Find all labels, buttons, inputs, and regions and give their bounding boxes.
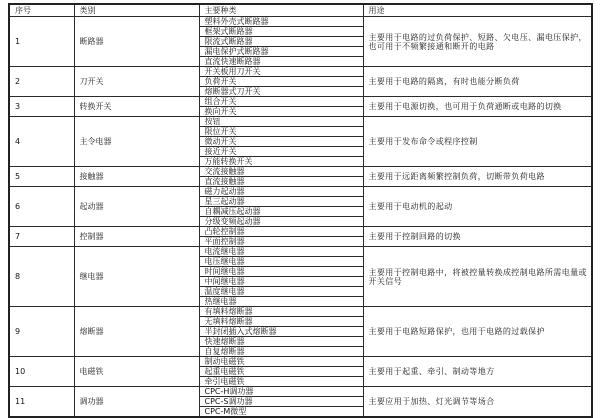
table-row — [9, 117, 592, 127]
row-number-cell: 9 — [9, 307, 74, 357]
category-cell: 控制器 — [74, 227, 199, 247]
type-cell: 限流式断路器 — [199, 37, 363, 47]
category-cell: 电磁铁 — [74, 357, 199, 387]
type-cell: CPC-M微型 — [199, 407, 363, 418]
type-cell: CPC-S调功器 — [199, 397, 363, 407]
category-cell: 继电器 — [74, 247, 199, 307]
column-header: 主要种类 — [199, 4, 363, 17]
type-cell: 微动开关 — [199, 137, 363, 147]
type-cell: 按钮 — [199, 117, 363, 127]
type-cell: 换向开关 — [199, 107, 363, 117]
use-cell: 主要用于控制回路的切换 — [363, 227, 592, 247]
use-cell: 主要用于发布命令或程序控制 — [363, 117, 592, 167]
column-header: 类别 — [74, 4, 199, 17]
type-cell: 自耦减压起动器 — [199, 207, 363, 217]
row-number-cell: 8 — [9, 247, 74, 307]
row-number-cell: 10 — [9, 357, 74, 387]
type-cell: CPC-H调功器 — [199, 387, 363, 397]
category-cell: 调功器 — [74, 387, 199, 418]
use-cell: 主要用于电源切换，也可用于负荷通断或电路的切换 — [363, 97, 592, 117]
table-row — [9, 97, 592, 107]
type-cell: 制动电磁铁 — [199, 357, 363, 367]
type-cell: 组合开关 — [199, 97, 363, 107]
table-row — [9, 17, 592, 27]
table-row — [9, 227, 592, 237]
table-row — [9, 357, 592, 367]
table-body — [9, 17, 592, 418]
type-cell: 无填料熔断器 — [199, 317, 363, 327]
table-row — [9, 187, 592, 197]
type-cell: 直流接触器 — [199, 177, 363, 187]
table-header — [9, 4, 592, 17]
type-cell: 凸轮控制器 — [199, 227, 363, 237]
table-row — [9, 167, 592, 177]
use-cell: 主要用于电路的隔离，有时也能分断负荷 — [363, 67, 592, 97]
type-cell: 塑料外壳式断路器 — [199, 17, 363, 27]
type-cell: 星三起动器 — [199, 197, 363, 207]
row-number-cell: 4 — [9, 117, 74, 167]
column-header: 序号 — [9, 4, 74, 17]
table-row — [9, 307, 592, 317]
type-cell: 接近开关 — [199, 147, 363, 157]
use-cell: 主要用于电路的过负荷保护、短路、欠电压、漏电压保护，也可用于不频繁接通和断开的电路 — [363, 17, 592, 67]
type-cell: 有填料熔断器 — [199, 307, 363, 317]
header-row — [9, 4, 592, 17]
category-cell: 熔断器 — [74, 307, 199, 357]
type-cell: 负荷开关 — [199, 77, 363, 87]
type-cell: 起重电磁铁 — [199, 367, 363, 377]
type-cell: 分级变频起动器 — [199, 217, 363, 227]
table-row — [9, 387, 592, 397]
type-cell: 热继电器 — [199, 297, 363, 307]
category-cell: 起动器 — [74, 187, 199, 227]
row-number-cell: 7 — [9, 227, 74, 247]
row-number-cell: 6 — [9, 187, 74, 227]
category-cell: 刀开关 — [74, 67, 199, 97]
type-cell: 自复熔断器 — [199, 347, 363, 357]
category-cell: 接触器 — [74, 167, 199, 187]
type-cell: 开关板用刀开关 — [199, 67, 363, 77]
use-cell: 主要用于控制电路中，将被控量转换成控制电路所需电量或开关信号 — [363, 247, 592, 307]
row-number-cell: 5 — [9, 167, 74, 187]
column-header: 用途 — [363, 4, 592, 17]
type-cell: 时间继电器 — [199, 267, 363, 277]
row-number-cell: 2 — [9, 67, 74, 97]
use-cell: 主要用于起重、牵引、制动等地方 — [363, 357, 592, 387]
type-cell: 电压继电器 — [199, 257, 363, 267]
type-cell: 框架式断路器 — [199, 27, 363, 37]
category-cell: 转换开关 — [74, 97, 199, 117]
row-number-cell: 1 — [9, 17, 74, 67]
type-cell: 牵引电磁铁 — [199, 377, 363, 387]
component-table — [8, 3, 593, 418]
use-cell: 主要用于远距离频繁控制负荷，切断带负荷电路 — [363, 167, 592, 187]
table-row — [9, 247, 592, 257]
category-cell: 断路器 — [74, 17, 199, 67]
category-cell: 主令电器 — [74, 117, 199, 167]
type-cell: 温度继电器 — [199, 287, 363, 297]
type-cell: 平面控制器 — [199, 237, 363, 247]
type-cell: 磁力起动器 — [199, 187, 363, 197]
type-cell: 中间继电器 — [199, 277, 363, 287]
type-cell: 交流接触器 — [199, 167, 363, 177]
type-cell: 快速熔断器 — [199, 337, 363, 347]
type-cell: 限位开关 — [199, 127, 363, 137]
use-cell: 主要用于电路短路保护，也用于电路的过载保护 — [363, 307, 592, 357]
type-cell: 电流继电器 — [199, 247, 363, 257]
use-cell: 主要应用于加热、灯光调节等场合 — [363, 387, 592, 418]
use-cell: 主要用于电动机的起动 — [363, 187, 592, 227]
type-cell: 熔断器式刀开关 — [199, 87, 363, 97]
row-number-cell: 3 — [9, 97, 74, 117]
table-row — [9, 67, 592, 77]
type-cell: 直流快速断路器 — [199, 57, 363, 67]
type-cell: 半封闭插入式熔断器 — [199, 327, 363, 337]
row-number-cell: 11 — [9, 387, 74, 418]
type-cell: 万能转换开关 — [199, 157, 363, 167]
type-cell: 漏电保护式断路器 — [199, 47, 363, 57]
